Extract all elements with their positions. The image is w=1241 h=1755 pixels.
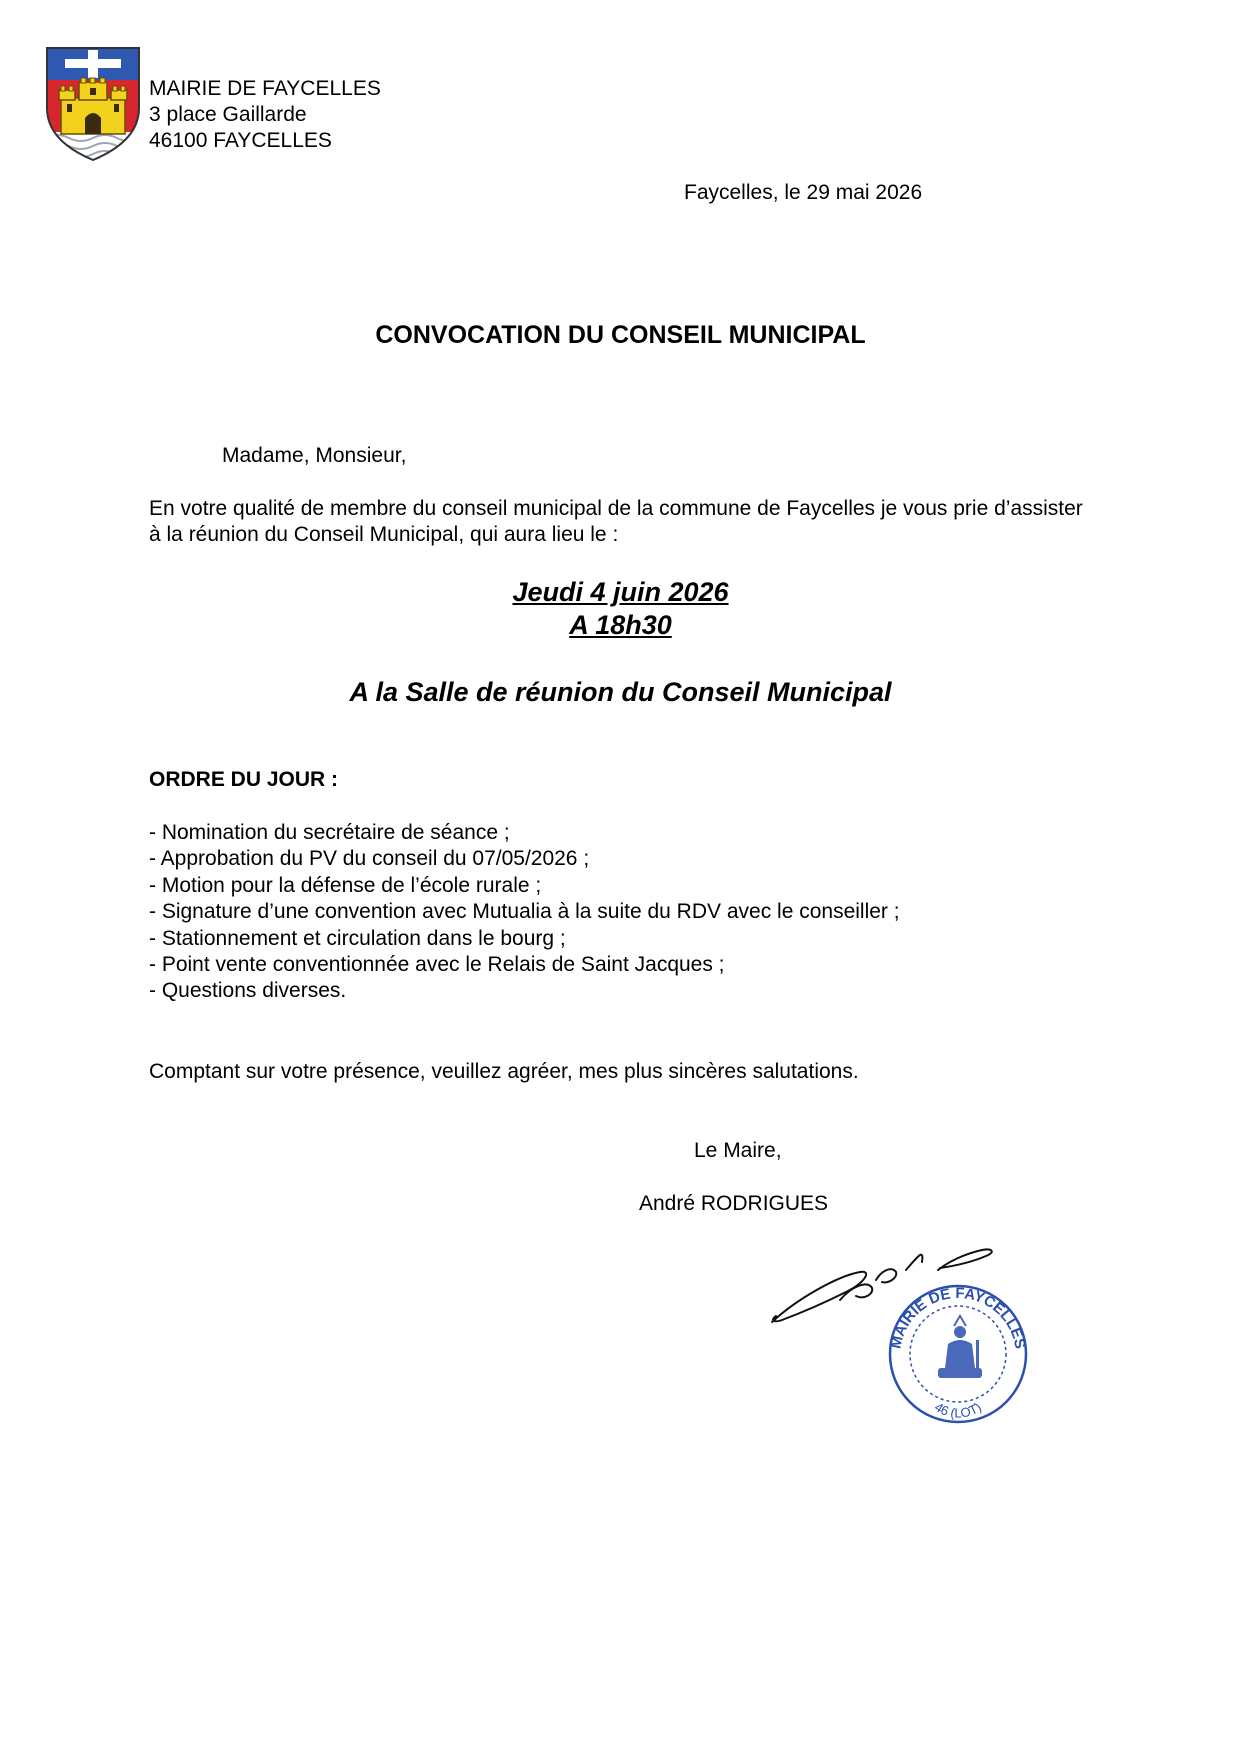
stamp-text-top: MAIRIE DE FAYCELLES bbox=[887, 1284, 1029, 1351]
signatory-title: Le Maire, bbox=[694, 1139, 782, 1162]
agenda-item: - Signature d’une convention avec Mutualia à la suite du RDV avec le conseiller ; bbox=[149, 900, 900, 924]
agenda-item: - Nomination du secrétaire de séance ; bbox=[149, 821, 510, 844]
meeting-venue: A la Salle de réunion du Conseil Municipal bbox=[349, 677, 892, 707]
meeting-time: A 18h30 bbox=[569, 610, 672, 640]
coat-of-arms-icon bbox=[45, 46, 141, 162]
org-name: MAIRIE DE FAYCELLES bbox=[149, 77, 381, 100]
signatory-name: André RODRIGUES bbox=[639, 1192, 829, 1215]
agenda-heading: ORDRE DU JOUR : bbox=[149, 768, 339, 791]
agenda-item: - Motion pour la défense de l’école rurale ; bbox=[149, 873, 542, 897]
agenda-item: - Point vente conventionnée avec le Relais de Saint Jacques ; bbox=[149, 953, 725, 977]
document-title: CONVOCATION DU CONSEIL MUNICIPAL bbox=[375, 321, 866, 349]
greeting: Madame, Monsieur, bbox=[222, 444, 407, 467]
official-seal-icon bbox=[887, 1285, 1028, 1422]
agenda-item: - Stationnement et circulation dans le bourg ; bbox=[149, 926, 566, 950]
postal-city: 46100 FAYCELLES bbox=[149, 129, 332, 152]
place-date: Faycelles, le 29 mai 2026 bbox=[684, 181, 923, 204]
agenda-item: - Approbation du PV du conseil du 07/05/2026 ; bbox=[149, 847, 590, 871]
address-line: 3 place Gaillarde bbox=[149, 103, 307, 126]
agenda-item: - Questions diverses. bbox=[149, 979, 347, 1003]
closing-formula: Comptant sur votre présence, veuillez agréer, mes plus sincères salutations. bbox=[149, 1060, 859, 1083]
meeting-date: Jeudi 4 juin 2026 bbox=[512, 577, 729, 607]
agenda-list bbox=[149, 820, 900, 1005]
intro-paragraph: En votre qualité de membre du conseil municipal de la commune de Faycelles je vous prie d’assister à la réunion du Conseil Municipal, qui aura lieu le : bbox=[149, 497, 1083, 546]
letterhead bbox=[149, 76, 381, 154]
svg-text:46 (LOT) bbox=[932, 1399, 984, 1420]
stamp-text-bottom: 46 (LOT) bbox=[931, 1399, 985, 1421]
signature-and-stamp bbox=[768, 1236, 1038, 1426]
